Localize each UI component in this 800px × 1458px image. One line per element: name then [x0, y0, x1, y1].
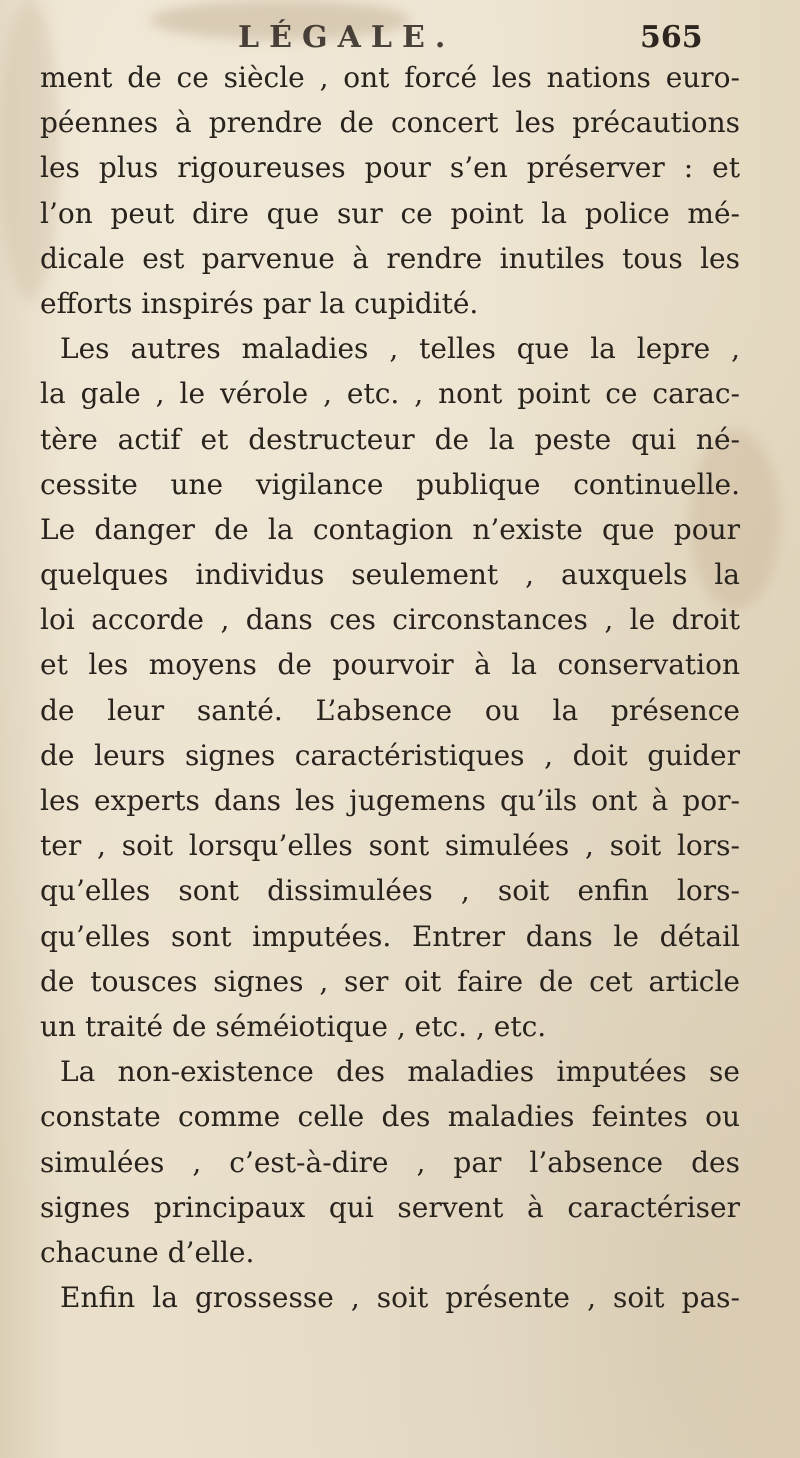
text-line: la gale , le vérole , etc. , nont point ce carac- — [40, 377, 740, 411]
text-line: et les moyens de pourvoir à la conservation — [40, 648, 740, 682]
text-line: de tousces signes , ser oit faire de cet article — [40, 964, 740, 998]
text-line: constate comme celle des maladies feintes ou — [40, 1100, 740, 1134]
text-line: quelques individus seulement , auxquels la — [40, 558, 740, 592]
paragraph-start-line: Les autres maladies , telles que la lepre , — [60, 332, 740, 366]
paragraph-start-line: Enfin la grossesse , soit présente , soit pas- — [60, 1281, 740, 1315]
text-line: loi accorde , dans ces circonstances , le droit — [40, 603, 740, 637]
text-line: péennes à prendre de concert les précautions — [40, 106, 740, 140]
text-line: l’on peut dire que sur ce point la police mé- — [40, 196, 740, 230]
page-number: 565 — [640, 20, 703, 55]
text-line: tère actif et destructeur de la peste qui né- — [40, 422, 740, 456]
text-line: un traité de séméiotique , etc. , etc. — [40, 1009, 547, 1043]
text-line: efforts inspirés par la cupidité. — [40, 286, 479, 320]
text-line: simulées , c’est-à-dire , par l’absence des — [40, 1145, 740, 1179]
text-line: Le danger de la contagion n’existe que pour — [40, 512, 740, 546]
paragraph-start-line: La non-existence des maladies imputées se — [60, 1055, 740, 1089]
text-line: ment de ce siècle , ont forcé les nations euro- — [40, 61, 740, 94]
text-line: de leur santé. L’absence ou la présence — [40, 693, 740, 727]
text-line: ter , soit lorsqu’elles sont simulées , soit lors- — [40, 829, 740, 863]
text-line: qu’elles sont imputées. Entrer dans le détail — [40, 919, 740, 953]
text-line: qu’elles sont dissimulées , soit enfin lors- — [40, 874, 740, 908]
body-text — [40, 55, 740, 1320]
text-line: cessite une vigilance publique continuelle. — [40, 467, 740, 501]
text-line: les plus rigoureuses pour s’en préserver : et — [40, 151, 740, 185]
text-line: dicale est parvenue à rendre inutiles tous les — [40, 241, 740, 275]
text-line: de leurs signes caractéristiques , doit guider — [40, 738, 740, 772]
text-line: chacune d’elle. — [40, 1235, 255, 1269]
running-head: LÉGALE. — [238, 20, 456, 55]
text-line: les experts dans les jugemens qu’ils ont à por- — [40, 784, 740, 817]
text-line: signes principaux qui servent à caractériser — [40, 1190, 740, 1224]
